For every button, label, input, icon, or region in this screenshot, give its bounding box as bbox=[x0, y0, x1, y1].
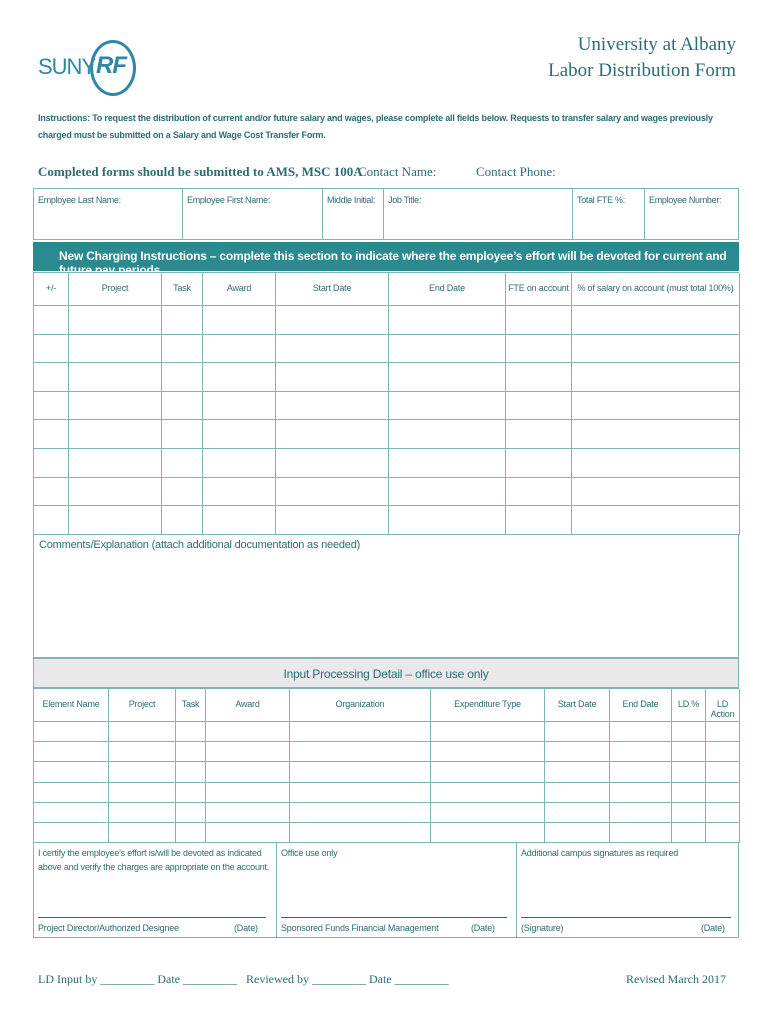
processing-cell[interactable] bbox=[545, 783, 610, 803]
logo-suny-text: SUNY bbox=[38, 54, 96, 79]
charging-cell[interactable] bbox=[572, 449, 740, 478]
processing-cell[interactable] bbox=[672, 803, 706, 823]
charging-cell[interactable] bbox=[162, 306, 203, 335]
charging-cell[interactable] bbox=[572, 420, 740, 449]
processing-cell[interactable] bbox=[431, 783, 545, 803]
charging-cell[interactable] bbox=[203, 335, 276, 364]
processing-cell[interactable] bbox=[34, 742, 109, 762]
signature-label: (Signature) bbox=[521, 923, 564, 933]
charging-column-label: Project bbox=[101, 283, 129, 293]
processing-cell[interactable] bbox=[176, 803, 206, 823]
charging-cell[interactable] bbox=[506, 420, 572, 449]
sponsored-label: Sponsored Funds Financial Management bbox=[281, 923, 439, 933]
processing-cell[interactable] bbox=[545, 803, 610, 823]
processing-cell[interactable] bbox=[109, 823, 176, 843]
charging-instructions-heading: New Charging Instructions – complete this section to indicate where the employee’s effort will be devoted for current and future pay periods. bbox=[33, 242, 739, 271]
office-use-label: Office use only bbox=[281, 848, 338, 858]
processing-cell[interactable] bbox=[431, 803, 545, 823]
processing-column-label: Task bbox=[181, 699, 200, 709]
total-fte-field[interactable] bbox=[573, 189, 645, 239]
processing-header-cell bbox=[176, 689, 206, 722]
processing-cell[interactable] bbox=[290, 823, 431, 843]
processing-cell[interactable] bbox=[706, 803, 740, 823]
processing-column-label: Expenditure Type bbox=[454, 699, 521, 709]
charging-header-cell bbox=[34, 273, 69, 306]
charging-cell[interactable] bbox=[203, 449, 276, 478]
processing-cell[interactable] bbox=[672, 783, 706, 803]
processing-cell[interactable] bbox=[545, 742, 610, 762]
charging-column-label: FTE on account bbox=[508, 283, 569, 293]
processing-cell[interactable] bbox=[431, 762, 545, 782]
processing-heading: Input Processing Detail – office use only bbox=[33, 658, 739, 688]
charging-cell[interactable] bbox=[572, 478, 740, 507]
charging-cell[interactable] bbox=[69, 478, 162, 507]
charging-cell[interactable] bbox=[276, 363, 389, 392]
charging-header-cell bbox=[506, 273, 572, 306]
processing-cell[interactable] bbox=[290, 762, 431, 782]
processing-cell[interactable] bbox=[109, 803, 176, 823]
title-university: University at Albany bbox=[577, 34, 736, 55]
charging-cell[interactable] bbox=[276, 335, 389, 364]
charging-cell[interactable] bbox=[34, 420, 69, 449]
charging-cell[interactable] bbox=[34, 478, 69, 507]
processing-header-cell bbox=[206, 689, 290, 722]
charging-cell[interactable] bbox=[162, 392, 203, 421]
processing-header-cell bbox=[706, 689, 740, 722]
processing-cell[interactable] bbox=[176, 823, 206, 843]
additional-date-label: (Date) bbox=[701, 923, 725, 933]
employee-first-name-field[interactable] bbox=[183, 189, 323, 239]
signature-section bbox=[33, 842, 739, 938]
charging-cell[interactable] bbox=[572, 306, 740, 335]
charging-header-cell bbox=[572, 273, 740, 306]
charging-cell[interactable] bbox=[572, 392, 740, 421]
charging-cell[interactable] bbox=[162, 420, 203, 449]
processing-cell[interactable] bbox=[706, 742, 740, 762]
processing-cell[interactable] bbox=[206, 783, 290, 803]
charging-cell[interactable] bbox=[162, 478, 203, 507]
charging-cell[interactable] bbox=[69, 335, 162, 364]
designee-date-label: (Date) bbox=[234, 923, 258, 933]
designee-signature-line bbox=[38, 917, 266, 918]
charging-cell[interactable] bbox=[389, 335, 506, 364]
charging-cell[interactable] bbox=[203, 420, 276, 449]
processing-cell[interactable] bbox=[706, 762, 740, 782]
charging-column-label: Award bbox=[226, 283, 252, 293]
processing-cell[interactable] bbox=[672, 823, 706, 843]
processing-column-label: End Date bbox=[622, 699, 659, 709]
charging-cell[interactable] bbox=[69, 420, 162, 449]
charging-header-cell bbox=[276, 273, 389, 306]
charging-cell[interactable] bbox=[389, 392, 506, 421]
additional-signature-line bbox=[521, 917, 731, 918]
suny-rf-logo bbox=[38, 40, 138, 96]
charging-cell[interactable] bbox=[276, 449, 389, 478]
certify-text: I certify the employee's effort is/will be devoted as indicated above and verify the charges are appropriate on the account. bbox=[38, 848, 270, 872]
processing-column-label: LD % bbox=[677, 699, 700, 709]
charging-cell[interactable] bbox=[389, 306, 506, 335]
additional-signatures-label: Additional campus signatures as required bbox=[521, 848, 679, 858]
charging-cell[interactable] bbox=[506, 506, 572, 535]
charging-column-label: +/- bbox=[45, 283, 57, 293]
processing-cell[interactable] bbox=[610, 823, 672, 843]
logo-rf-text: RF bbox=[96, 52, 126, 79]
processing-cell[interactable] bbox=[34, 762, 109, 782]
processing-cell[interactable] bbox=[34, 803, 109, 823]
processing-cell[interactable] bbox=[290, 803, 431, 823]
processing-cell[interactable] bbox=[672, 722, 706, 742]
processing-cell[interactable] bbox=[431, 742, 545, 762]
processing-cell[interactable] bbox=[206, 803, 290, 823]
contact-name-label: Contact Name: bbox=[358, 164, 437, 179]
processing-cell[interactable] bbox=[109, 762, 176, 782]
processing-cell[interactable] bbox=[206, 823, 290, 843]
processing-cell[interactable] bbox=[431, 823, 545, 843]
title-form: Labor Distribution Form bbox=[548, 60, 736, 81]
charging-column-label: Start Date bbox=[312, 283, 352, 293]
middle-initial-label: Middle Initial: bbox=[327, 195, 376, 205]
last-name-label: Employee Last Name: bbox=[38, 195, 121, 205]
middle-initial-field[interactable] bbox=[323, 189, 384, 239]
charging-cell[interactable] bbox=[34, 306, 69, 335]
charging-cell[interactable] bbox=[572, 506, 740, 535]
charging-column-label: Task bbox=[173, 283, 191, 293]
charging-cell[interactable] bbox=[69, 392, 162, 421]
charging-cell[interactable] bbox=[389, 506, 506, 535]
processing-cell[interactable] bbox=[176, 762, 206, 782]
processing-cell[interactable] bbox=[109, 722, 176, 742]
reviewed-by-line: Reviewed by _________ Date _________ bbox=[246, 972, 449, 986]
charging-cell[interactable] bbox=[34, 363, 69, 392]
total-fte-label: Total FTE %: bbox=[577, 195, 625, 205]
charging-header-cell bbox=[162, 273, 203, 306]
processing-header-cell bbox=[109, 689, 176, 722]
charging-cell[interactable] bbox=[506, 335, 572, 364]
processing-cell[interactable] bbox=[706, 722, 740, 742]
charging-cell[interactable] bbox=[506, 478, 572, 507]
charging-cell[interactable] bbox=[34, 449, 69, 478]
processing-header-cell bbox=[672, 689, 706, 722]
processing-cell[interactable] bbox=[34, 722, 109, 742]
office-use-column[interactable] bbox=[277, 843, 517, 937]
processing-cell[interactable] bbox=[176, 742, 206, 762]
submission-note: Completed forms should be submitted to AMS, MSC 100A bbox=[38, 164, 363, 179]
revised-date: Revised March 2017 bbox=[626, 972, 726, 986]
charging-cell[interactable] bbox=[276, 306, 389, 335]
charging-cell[interactable] bbox=[162, 363, 203, 392]
processing-cell[interactable] bbox=[109, 783, 176, 803]
charging-cell[interactable] bbox=[389, 478, 506, 507]
comments-label: Comments/Explanation (attach additional documentation as needed) bbox=[39, 539, 361, 551]
charging-cell[interactable] bbox=[69, 506, 162, 535]
charging-cell[interactable] bbox=[506, 306, 572, 335]
charging-cell[interactable] bbox=[389, 420, 506, 449]
processing-cell[interactable] bbox=[545, 722, 610, 742]
charging-cell[interactable] bbox=[276, 478, 389, 507]
processing-cell[interactable] bbox=[206, 762, 290, 782]
charging-cell[interactable] bbox=[162, 449, 203, 478]
job-title-field[interactable] bbox=[384, 189, 573, 239]
processing-header-cell bbox=[610, 689, 672, 722]
charging-cell[interactable] bbox=[162, 335, 203, 364]
processing-cell[interactable] bbox=[610, 742, 672, 762]
charging-cell[interactable] bbox=[69, 363, 162, 392]
charging-header-cell bbox=[203, 273, 276, 306]
processing-cell[interactable] bbox=[706, 823, 740, 843]
charging-cell[interactable] bbox=[276, 392, 389, 421]
designee-label: Project Director/Authorized Designee bbox=[38, 923, 179, 933]
charging-cell[interactable] bbox=[389, 363, 506, 392]
processing-column-label: Award bbox=[235, 699, 260, 709]
processing-cell[interactable] bbox=[206, 742, 290, 762]
processing-cell[interactable] bbox=[290, 722, 431, 742]
processing-cell[interactable] bbox=[672, 762, 706, 782]
employee-number-label: Employee Number: bbox=[649, 195, 722, 205]
employee-last-name-field[interactable] bbox=[34, 189, 183, 239]
charging-cell[interactable] bbox=[203, 392, 276, 421]
charging-cell[interactable] bbox=[34, 506, 69, 535]
additional-signatures-column[interactable] bbox=[517, 843, 738, 937]
processing-cell[interactable] bbox=[206, 722, 290, 742]
processing-cell[interactable] bbox=[109, 742, 176, 762]
ld-input-line: LD Input by _________ Date _________ bbox=[38, 972, 237, 986]
processing-column-label: Element Name bbox=[42, 699, 100, 709]
charging-cell[interactable] bbox=[34, 392, 69, 421]
charging-cell[interactable] bbox=[572, 335, 740, 364]
instructions-text: Instructions: To request the distribution of current and/or future salary and wages, please complete all fields below. Requests to transfer salary and wages previously charged must be submitted on a Salary and Wage Cost Transfer Form. bbox=[38, 113, 713, 140]
processing-cell[interactable] bbox=[290, 783, 431, 803]
charging-header-cell bbox=[69, 273, 162, 306]
processing-cell[interactable] bbox=[290, 742, 431, 762]
sponsored-signature-line bbox=[281, 917, 507, 918]
processing-column-label: Start Date bbox=[557, 699, 597, 709]
charging-cell[interactable] bbox=[506, 449, 572, 478]
processing-cell[interactable] bbox=[545, 762, 610, 782]
charging-cell[interactable] bbox=[276, 420, 389, 449]
employee-number-field[interactable] bbox=[645, 189, 738, 239]
charging-cell[interactable] bbox=[203, 363, 276, 392]
processing-cell[interactable] bbox=[34, 823, 109, 843]
charging-column-label: % of salary on account (must total 100%) bbox=[577, 283, 734, 293]
charging-cell[interactable] bbox=[276, 506, 389, 535]
processing-cell[interactable] bbox=[610, 783, 672, 803]
charging-cell[interactable] bbox=[506, 392, 572, 421]
charging-cell[interactable] bbox=[389, 449, 506, 478]
processing-cell[interactable] bbox=[176, 722, 206, 742]
certify-column[interactable] bbox=[34, 843, 277, 937]
processing-header-cell bbox=[34, 689, 109, 722]
charging-cell[interactable] bbox=[69, 306, 162, 335]
sponsored-date-label: (Date) bbox=[471, 923, 495, 933]
charging-table bbox=[33, 272, 739, 534]
employee-info-row bbox=[33, 188, 739, 240]
processing-cell[interactable] bbox=[610, 803, 672, 823]
processing-cell[interactable] bbox=[34, 783, 109, 803]
processing-cell[interactable] bbox=[545, 823, 610, 843]
processing-header-cell bbox=[290, 689, 431, 722]
processing-cell[interactable] bbox=[672, 742, 706, 762]
processing-table bbox=[33, 688, 739, 842]
job-title-label: Job Title: bbox=[388, 195, 422, 205]
processing-column-label: Project bbox=[128, 699, 156, 709]
charging-cell[interactable] bbox=[34, 335, 69, 364]
charging-cell[interactable] bbox=[572, 363, 740, 392]
processing-cell[interactable] bbox=[610, 722, 672, 742]
charging-cell[interactable] bbox=[162, 506, 203, 535]
processing-cell[interactable] bbox=[431, 722, 545, 742]
charging-cell[interactable] bbox=[203, 306, 276, 335]
comments-field[interactable] bbox=[33, 534, 739, 658]
contact-phone-label: Contact Phone: bbox=[476, 164, 556, 179]
charging-cell[interactable] bbox=[203, 478, 276, 507]
processing-cell[interactable] bbox=[610, 762, 672, 782]
charging-header-cell bbox=[389, 273, 506, 306]
first-name-label: Employee First Name: bbox=[187, 195, 271, 205]
charging-cell[interactable] bbox=[506, 363, 572, 392]
processing-column-label: Organization bbox=[335, 699, 385, 709]
processing-cell[interactable] bbox=[706, 783, 740, 803]
charging-cell[interactable] bbox=[203, 506, 276, 535]
processing-column-label: LD Action bbox=[710, 699, 735, 719]
charging-cell[interactable] bbox=[69, 449, 162, 478]
processing-header-cell bbox=[431, 689, 545, 722]
processing-cell[interactable] bbox=[176, 783, 206, 803]
charging-column-label: End Date bbox=[429, 283, 465, 293]
processing-header-cell bbox=[545, 689, 610, 722]
